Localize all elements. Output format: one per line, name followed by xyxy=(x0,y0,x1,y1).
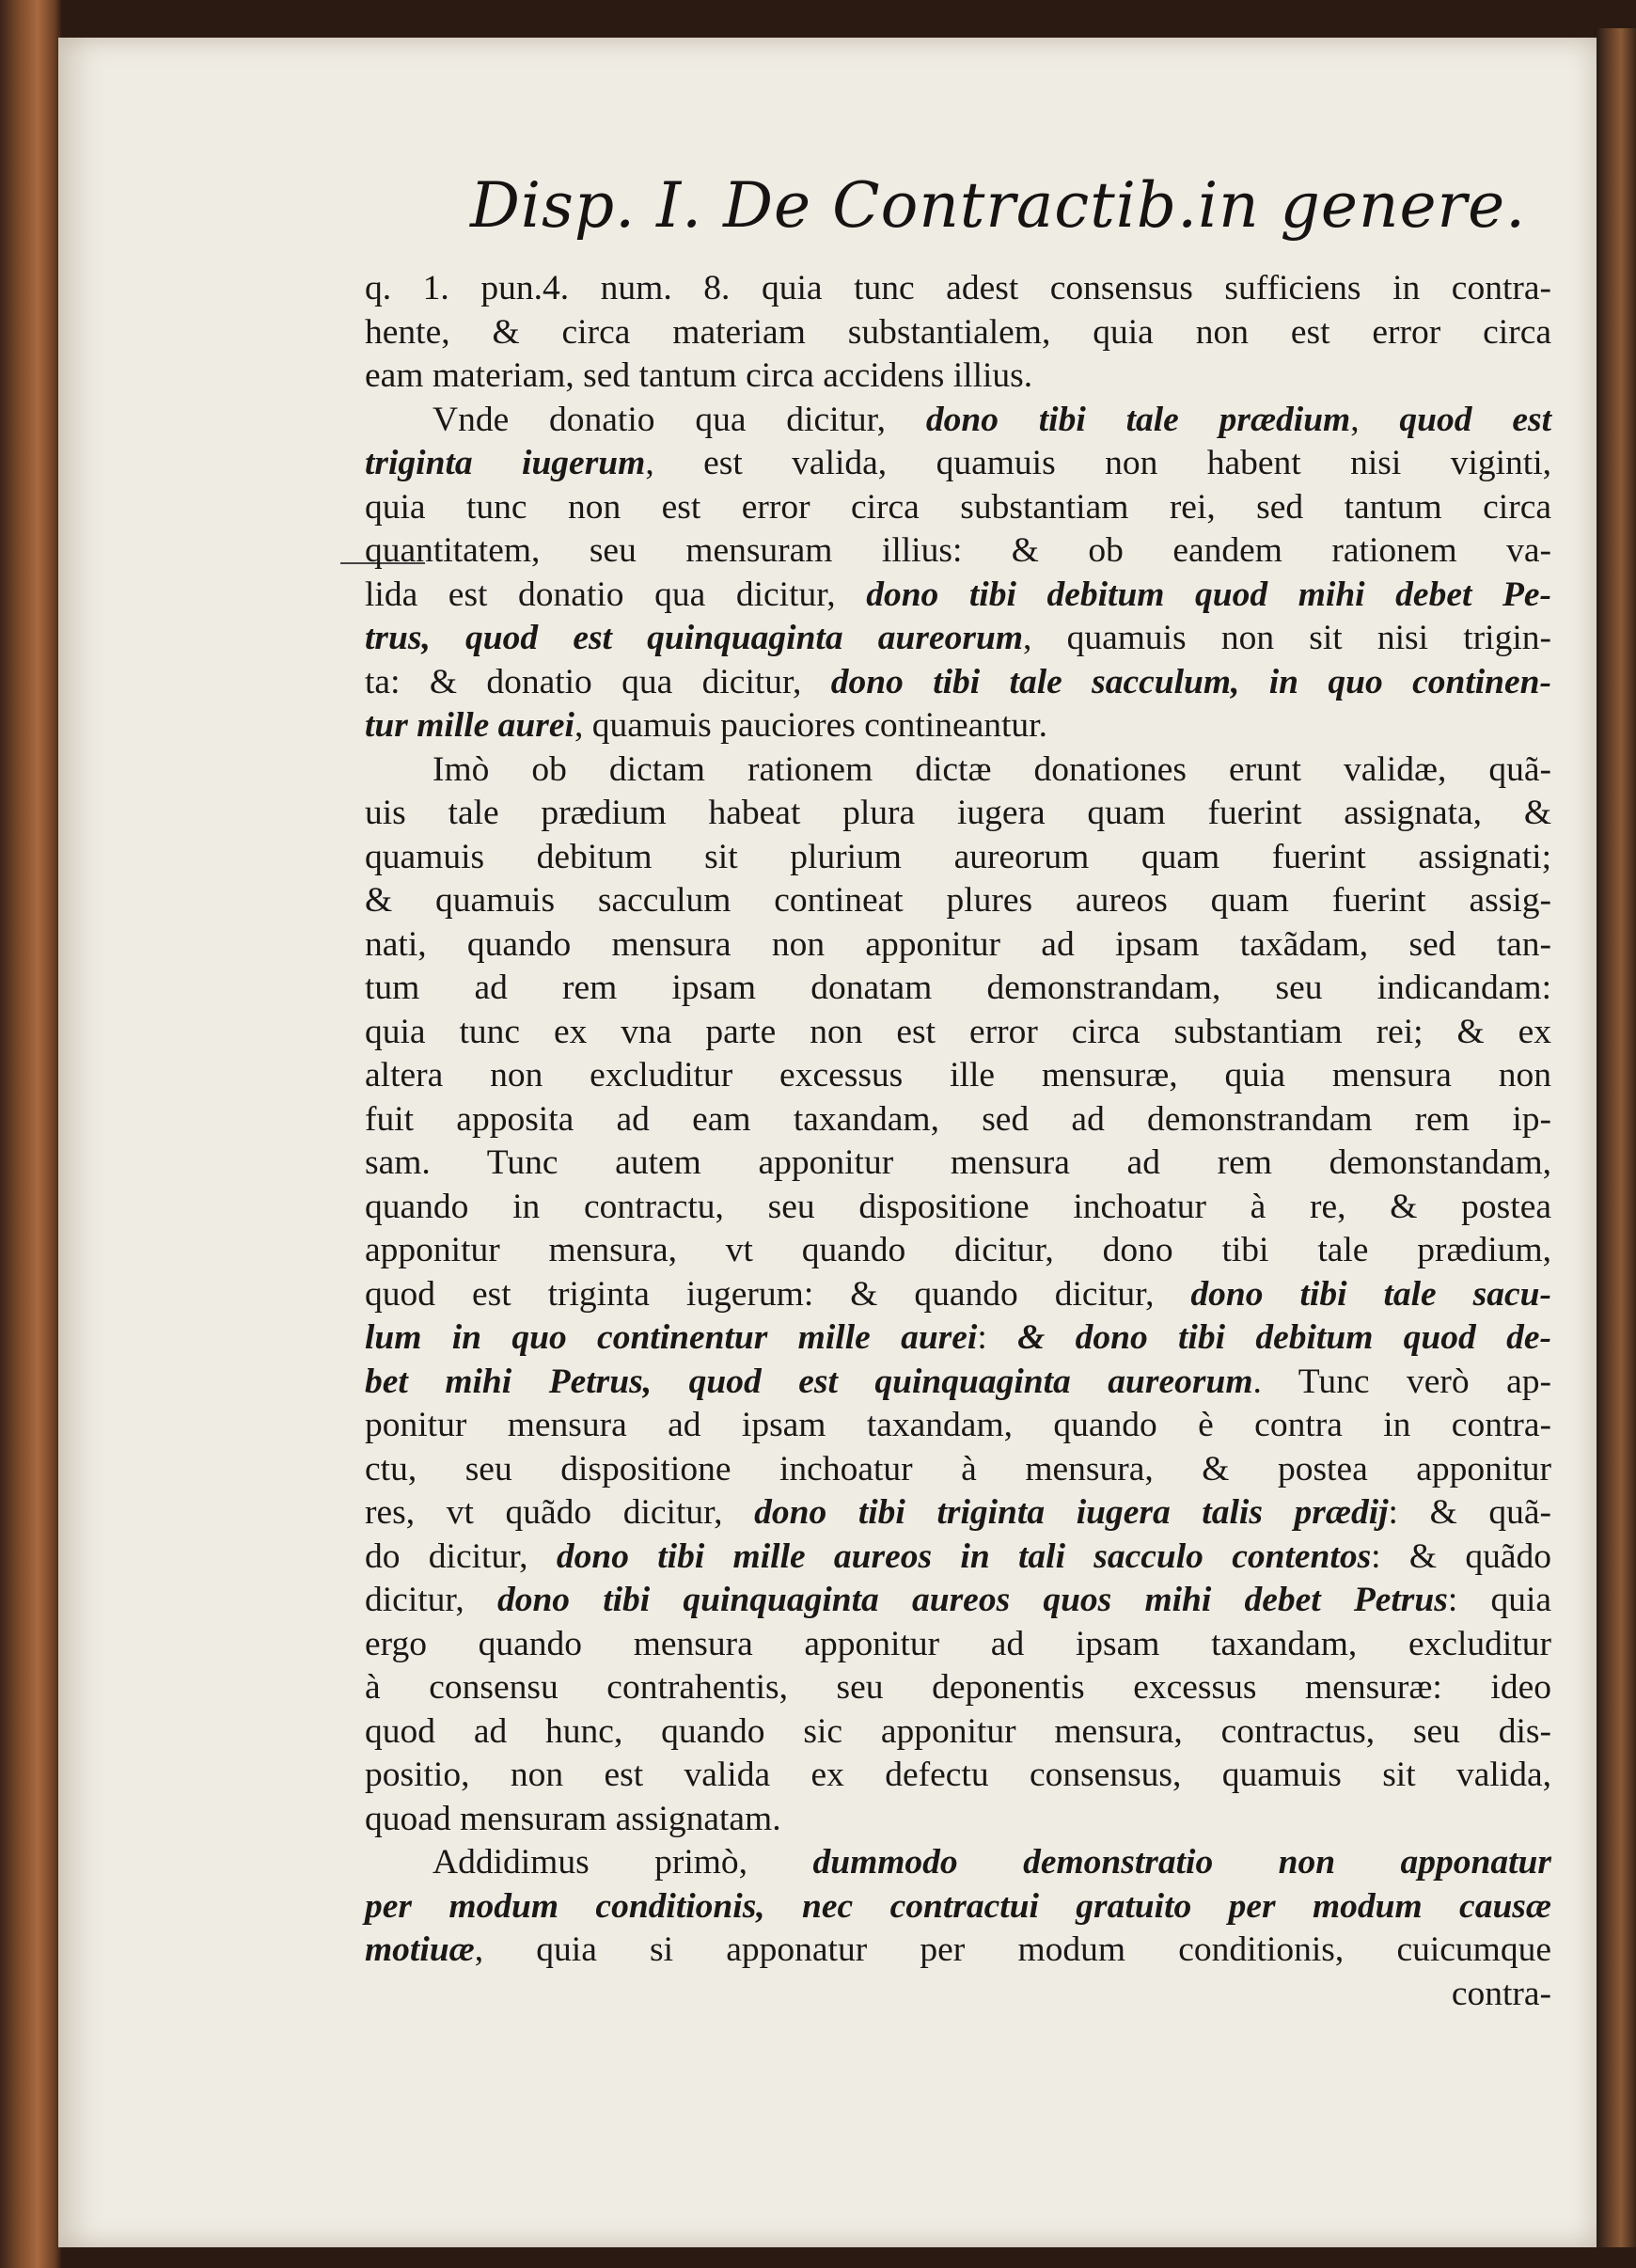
italic-segment: dummodo demonstratio non apponatur xyxy=(812,1843,1551,1882)
italic-segment: dono tibi mille aureos in tali sacculo contentos xyxy=(556,1536,1372,1576)
italic-segment: & dono tibi debitum quod de- xyxy=(1017,1318,1551,1357)
text-segment: : xyxy=(977,1318,1018,1357)
text-line xyxy=(365,1710,1551,1755)
text-segment: fuit apposita ad eam taxandam, sed ad demonstrandam rem ip- xyxy=(365,1099,1551,1139)
text-segment: , xyxy=(1350,400,1400,439)
text-segment: , quamuis pauciores contineantur. xyxy=(574,706,1047,745)
italic-segment: per modum conditionis, nec contractui gratuito per modum causæ xyxy=(365,1886,1551,1926)
text-segment: contra- xyxy=(1451,1974,1551,2013)
text-segment: uis tale prædium habeat plura iugera quam fuerint assignata, & xyxy=(365,794,1551,832)
text-line xyxy=(365,661,1551,705)
text-segment: quia tunc non est error circa substantiam rei, sed tantum circa xyxy=(365,487,1551,527)
text-segment: eam materiam, sed tantum circa accidens illius. xyxy=(365,356,1033,395)
text-segment: lida est donatio qua dicitur, xyxy=(365,575,867,614)
text-segment: à consensu contrahentis, seu deponentis excessus mensuræ: ideo xyxy=(365,1668,1551,1707)
text-segment: , est valida, quamuis non habent nisi viginti, xyxy=(645,444,1551,482)
text-line xyxy=(365,1929,1551,1973)
text-segment: & quamuis sacculum contineat plures aureos quam fuerint assig- xyxy=(365,881,1551,920)
italic-segment: dono tibi tale prædium xyxy=(925,400,1351,439)
text-line xyxy=(365,1754,1551,1798)
text-line xyxy=(365,1579,1551,1623)
italic-segment: dono tibi tale sacculum, in quo continen- xyxy=(830,662,1551,701)
text-line xyxy=(365,923,1551,968)
text-body xyxy=(365,267,1551,2016)
text-segment: tum ad rem ipsam donatam demonstrandam, seu indicandam: xyxy=(365,969,1551,1007)
text-line xyxy=(365,1142,1551,1186)
text-segment: : & quã- xyxy=(1388,1493,1551,1532)
page-edge-right xyxy=(1595,28,1636,2247)
text-line xyxy=(365,1623,1551,1667)
text-segment: res, vt quãdo dicitur, xyxy=(365,1493,755,1532)
text-segment: , quia si apponatur per modum conditionis, cuicumque xyxy=(474,1930,1551,1969)
text-line xyxy=(365,1054,1551,1098)
text-segment: quantitatem, seu mensuram illius: & ob eandem rationem va- xyxy=(365,531,1551,570)
text-segment: nati, quando mensura non apponitur ad ipsam taxãdam, sed tan- xyxy=(365,924,1551,964)
text-segment: quod est triginta iugerum: & quando dicitur, xyxy=(365,1274,1191,1314)
text-segment: Imò ob dictam rationem dictæ donationes erunt validæ, quã- xyxy=(433,749,1551,789)
italic-segment: triginta iugerum xyxy=(365,444,646,482)
text-line xyxy=(365,967,1551,1011)
text-line xyxy=(365,1448,1551,1492)
text-line xyxy=(365,486,1551,530)
italic-segment: dono tibi tale sacu- xyxy=(1190,1274,1551,1314)
text-segment: ponitur mensura ad ipsam taxandam, quando è contra in contra- xyxy=(365,1406,1551,1444)
italic-segment: motiuæ xyxy=(365,1930,475,1969)
text-segment: : & quãdo xyxy=(1371,1536,1551,1576)
text-segment: : quia xyxy=(1447,1581,1552,1619)
text-line xyxy=(365,1798,1551,1842)
italic-segment: dono tibi debitum quod mihi debet Pe- xyxy=(866,575,1551,614)
italic-segment: bet mihi Petrus, quod est quinquaginta aureorum xyxy=(365,1362,1253,1401)
italic-segment: tur mille aurei xyxy=(365,706,574,745)
text-segment: ta: & donatio qua dicitur, xyxy=(365,662,831,701)
text-segment: altera non excluditur excessus ille mensuræ, quia mensura non xyxy=(365,1056,1551,1095)
text-segment: Vnde donatio qua dicitur, xyxy=(433,400,926,439)
text-segment: quando in contractu, seu dispositione inchoatur à re, & postea xyxy=(365,1187,1551,1226)
text-segment: sam. Tunc autem apponitur mensura ad rem demonstandam, xyxy=(365,1143,1551,1182)
text-line xyxy=(365,442,1551,486)
text-line xyxy=(365,836,1551,880)
italic-segment: dono tibi triginta iugera talis prædij xyxy=(754,1493,1389,1532)
text-line xyxy=(365,267,1551,311)
text-line xyxy=(365,1273,1551,1317)
text-segment: ergo quando mensura apponitur ad ipsam taxandam, excluditur xyxy=(365,1624,1551,1663)
text-line xyxy=(365,1229,1551,1273)
text-segment: hente, & circa materiam substantialem, quia non est error circa xyxy=(365,312,1551,352)
text-line xyxy=(365,1186,1551,1230)
text-segment: , quamuis non sit nisi trigin- xyxy=(1023,619,1551,657)
text-segment: q. 1. pun.4. num. 8. quia tunc adest consensus sufficiens in contra- xyxy=(365,269,1551,307)
text-segment: do dicitur, xyxy=(365,1536,557,1576)
text-segment: Addidimus primò, xyxy=(433,1843,813,1882)
text-segment: quamuis debitum sit plurium aureorum quam fuerint assignati; xyxy=(365,837,1551,876)
text-line xyxy=(365,1666,1551,1710)
italic-segment: quod est xyxy=(1399,400,1551,439)
text-segment: apponitur mensura, vt quando dicitur, dono tibi tale prædium, xyxy=(365,1231,1551,1269)
text-line xyxy=(365,399,1551,443)
text-line xyxy=(365,529,1551,574)
text-line xyxy=(365,1361,1551,1405)
italic-segment: dono tibi quinquaginta aureos quos mihi debet Petrus xyxy=(496,1581,1448,1619)
text-line xyxy=(365,1404,1551,1448)
text-segment: dicitur, xyxy=(365,1581,497,1619)
text-line xyxy=(365,1973,1551,2017)
text-segment: positio, non est valida ex defectu consensus, quamuis sit valida, xyxy=(365,1756,1551,1794)
text-segment: quoad mensuram assignatam. xyxy=(365,1799,781,1838)
text-segment: ctu, seu dispositione inchoatur à mensura, & postea apponitur xyxy=(365,1449,1551,1488)
text-line xyxy=(365,1841,1551,1885)
text-line xyxy=(365,704,1551,748)
text-line xyxy=(365,574,1551,618)
text-line xyxy=(365,879,1551,923)
text-line xyxy=(365,1491,1551,1536)
text-line xyxy=(365,1536,1551,1580)
text-line xyxy=(365,1011,1551,1055)
text-line xyxy=(365,617,1551,661)
text-line xyxy=(365,1098,1551,1142)
text-segment: . Tunc verò ap- xyxy=(1252,1362,1552,1401)
text-line xyxy=(365,1885,1551,1929)
italic-segment: lum in quo continentur mille aurei xyxy=(365,1318,978,1357)
text-segment: quia tunc ex vna parte non est error circa substantiam rei; & ex xyxy=(365,1012,1551,1051)
text-line xyxy=(365,1316,1551,1361)
text-line xyxy=(365,311,1551,355)
text-line xyxy=(365,792,1551,836)
text-line xyxy=(365,748,1551,793)
text-segment: quod ad hunc, quando sic apponitur mensura, contractus, seu dis- xyxy=(365,1711,1551,1751)
running-header: Disp. I. De Contractib.in genere. xyxy=(470,169,1527,242)
text-line xyxy=(365,354,1551,399)
italic-segment: trus, quod est quinquaginta aureorum xyxy=(365,619,1023,657)
